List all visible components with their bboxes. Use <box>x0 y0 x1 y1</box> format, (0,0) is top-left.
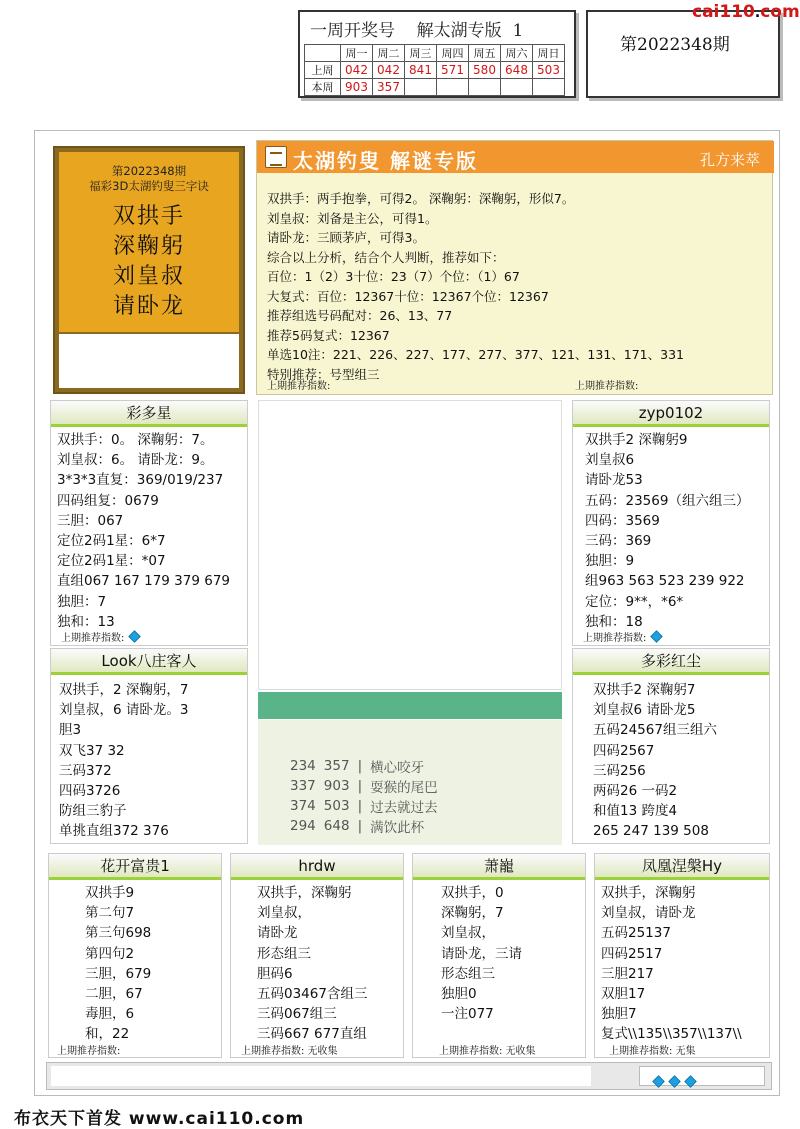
riddle-title: 太湖钓叟 解谜专版 <box>293 149 478 173</box>
riddle-header <box>257 141 774 173</box>
panel-title: Look八庄客人 <box>51 649 247 675</box>
green-bar <box>258 692 562 719</box>
panel-title: hrdw <box>231 854 403 880</box>
panel-title: zyp0102 <box>573 401 769 427</box>
history-box <box>258 720 562 845</box>
issue-box <box>586 10 780 98</box>
panel-xiaolong: 萧巃 双拱手，0 深鞠躬，7 刘皇叔， 请卧龙，三请 形态组三 独胆0 一注077 上期推荐指数: 无收集 <box>412 853 586 1058</box>
diamond-icon <box>128 631 139 641</box>
book-icon <box>265 146 287 168</box>
panel-look: Look八庄客人 双拱手，2 深鞠躬，7 刘皇叔，6 请卧龙。3 胆3 双飞37 32 三码372 四码3726 防组三豹子 单挑直组372 376 <box>50 648 248 844</box>
riddle-author: 孔方来萃 <box>699 151 760 169</box>
poem-inner: 第2022348期 福彩3D太湖钓叟三字诀 双拱手 深鞠躬 刘皇叔 请卧龙 <box>59 152 239 332</box>
panel-zyp0102: zyp0102 双拱手2 深鞠躬9 刘皇叔6 请卧龙53 五码：23569（组六组三） 四码：3569 三码：369 独胆：9 组963 563 523 239 922 定位：9**，*6* 独和：18 上期推荐指数: <box>572 400 770 646</box>
panel-title: 萧巃 <box>413 854 585 880</box>
diamond-icon <box>650 631 661 641</box>
diamond-icon <box>668 1076 679 1086</box>
history-table <box>286 756 442 836</box>
weekly-table: 周一 周二 周三 周四 周五 周六 周日 上周 042 042 841 571 580 648 503 本周 903 357 <box>304 44 565 96</box>
table-row: 234 357 | 横心咬牙 <box>290 758 425 776</box>
poem-lines: 双拱手 深鞠躬 刘皇叔 请卧龙 <box>112 204 185 319</box>
riddle-body: 双拱手：两手抱拳，可得2。 深鞠躬：深鞠躬，形似7。 刘皇叔：刘备是主公，可得1。 请卧龙：三顾茅庐，可得3。 综合以上分析，结合个人判断，推荐如下： 百位：1（2）3十位：23（7）个位：（1）67 大复式：百位：12367十位：12367个位：12367 推荐组选号码配对：26、13、77 推荐5码复式：12367 单选10注：221、226、227、177、277、377、121、131、171、331 特别推荐：号型组三 <box>267 191 684 382</box>
this-week-row: 本周 903 357 <box>305 79 565 96</box>
last-week-row: 上周 042 042 841 571 580 648 503 <box>305 62 565 79</box>
panel-fenghuang: 凤凰涅槃Hy 双拱手，深鞠躬 刘皇叔，请卧龙 五码25137 四码2517 三胆217 双胆17 独胆7 复式\\135\\357\\137\\ 上期推荐指数: 无集 <box>594 853 770 1058</box>
panel-hrdw: hrdw 双拱手，深鞠躬 刘皇叔， 请卧龙 形态组三 胆码6 五码03467含组三 三码067组三 三码667 677直组 上期推荐指数: 无收集 <box>230 853 404 1058</box>
weekly-title: 一周开奖号 解太湖专版 1 <box>310 21 524 41</box>
panel-caiduoxing: 彩多星 双拱手：0。 深鞠躬：7。 刘皇叔：6。 请卧龙：9。 3*3*3直复：369/019/237 四码组复：0679 三胆：067 定位2码1星：6*7 定位2码1星：*07 直组067 167 179 379 679 独胆：7 独和：13 上期推荐指数: <box>50 400 248 646</box>
footer-text: 布衣天下首发 www.cai110.com <box>14 1109 305 1129</box>
panel-title: 花开富贵1 <box>49 854 221 880</box>
table-row: 294 648 | 满饮此杯 <box>290 818 425 836</box>
weekly-draw-box <box>298 10 576 98</box>
middle-blank <box>258 400 562 690</box>
riddle-panel: 太湖钓叟 解谜专版 孔方来萃 双拱手：两手抱拳，可得2。 深鞠躬：深鞠躬，形似7。 刘皇叔：刘备是主公，可得1。 请卧龙：三顾茅庐，可得3。 综合以上分析，结合个人判断，推荐如下： 百位：1（2）3十位：23（7）个位：（1）67 大复式：百位：12367十位：12367个位：12367 推荐组选号码配对：26、13、77 推荐5码复式：12367 单选10注：221、226、227、177、277、377、121、131、171、331 特别推荐：号型组三 上期推荐指数: 上期推荐指数: <box>256 140 773 395</box>
panel-huakai: 花开富贵1 双拱手9 第二句7 第三句698 第四句2 三胆，679 二胆，67 毒胆，6 和，22 上期推荐指数: <box>48 853 222 1058</box>
panel-title: 凤凰涅槃Hy <box>595 854 769 880</box>
panel-title: 彩多星 <box>51 401 247 427</box>
footer-bar <box>46 1062 772 1090</box>
table-row: 337 903 | 耍猴的尾巴 <box>290 778 438 796</box>
site-logo[interactable]: cai110.com <box>692 2 800 22</box>
poem-card <box>53 146 245 394</box>
diamond-icon <box>684 1076 695 1086</box>
table-row: 374 503 | 过去就过去 <box>290 798 438 816</box>
diamond-icon <box>652 1076 663 1086</box>
panel-duocai: 多彩红尘 双拱手2 深鞠躬7 刘皇叔6 请卧龙5 五码24567组三组六 四码2567 三码256 两码26 一码2 和值13 跨度4 265 247 139 508 <box>572 648 770 844</box>
panel-title: 多彩红尘 <box>573 649 769 675</box>
issue-number: 第2022348期 <box>620 35 730 55</box>
rating-box <box>639 1066 765 1086</box>
